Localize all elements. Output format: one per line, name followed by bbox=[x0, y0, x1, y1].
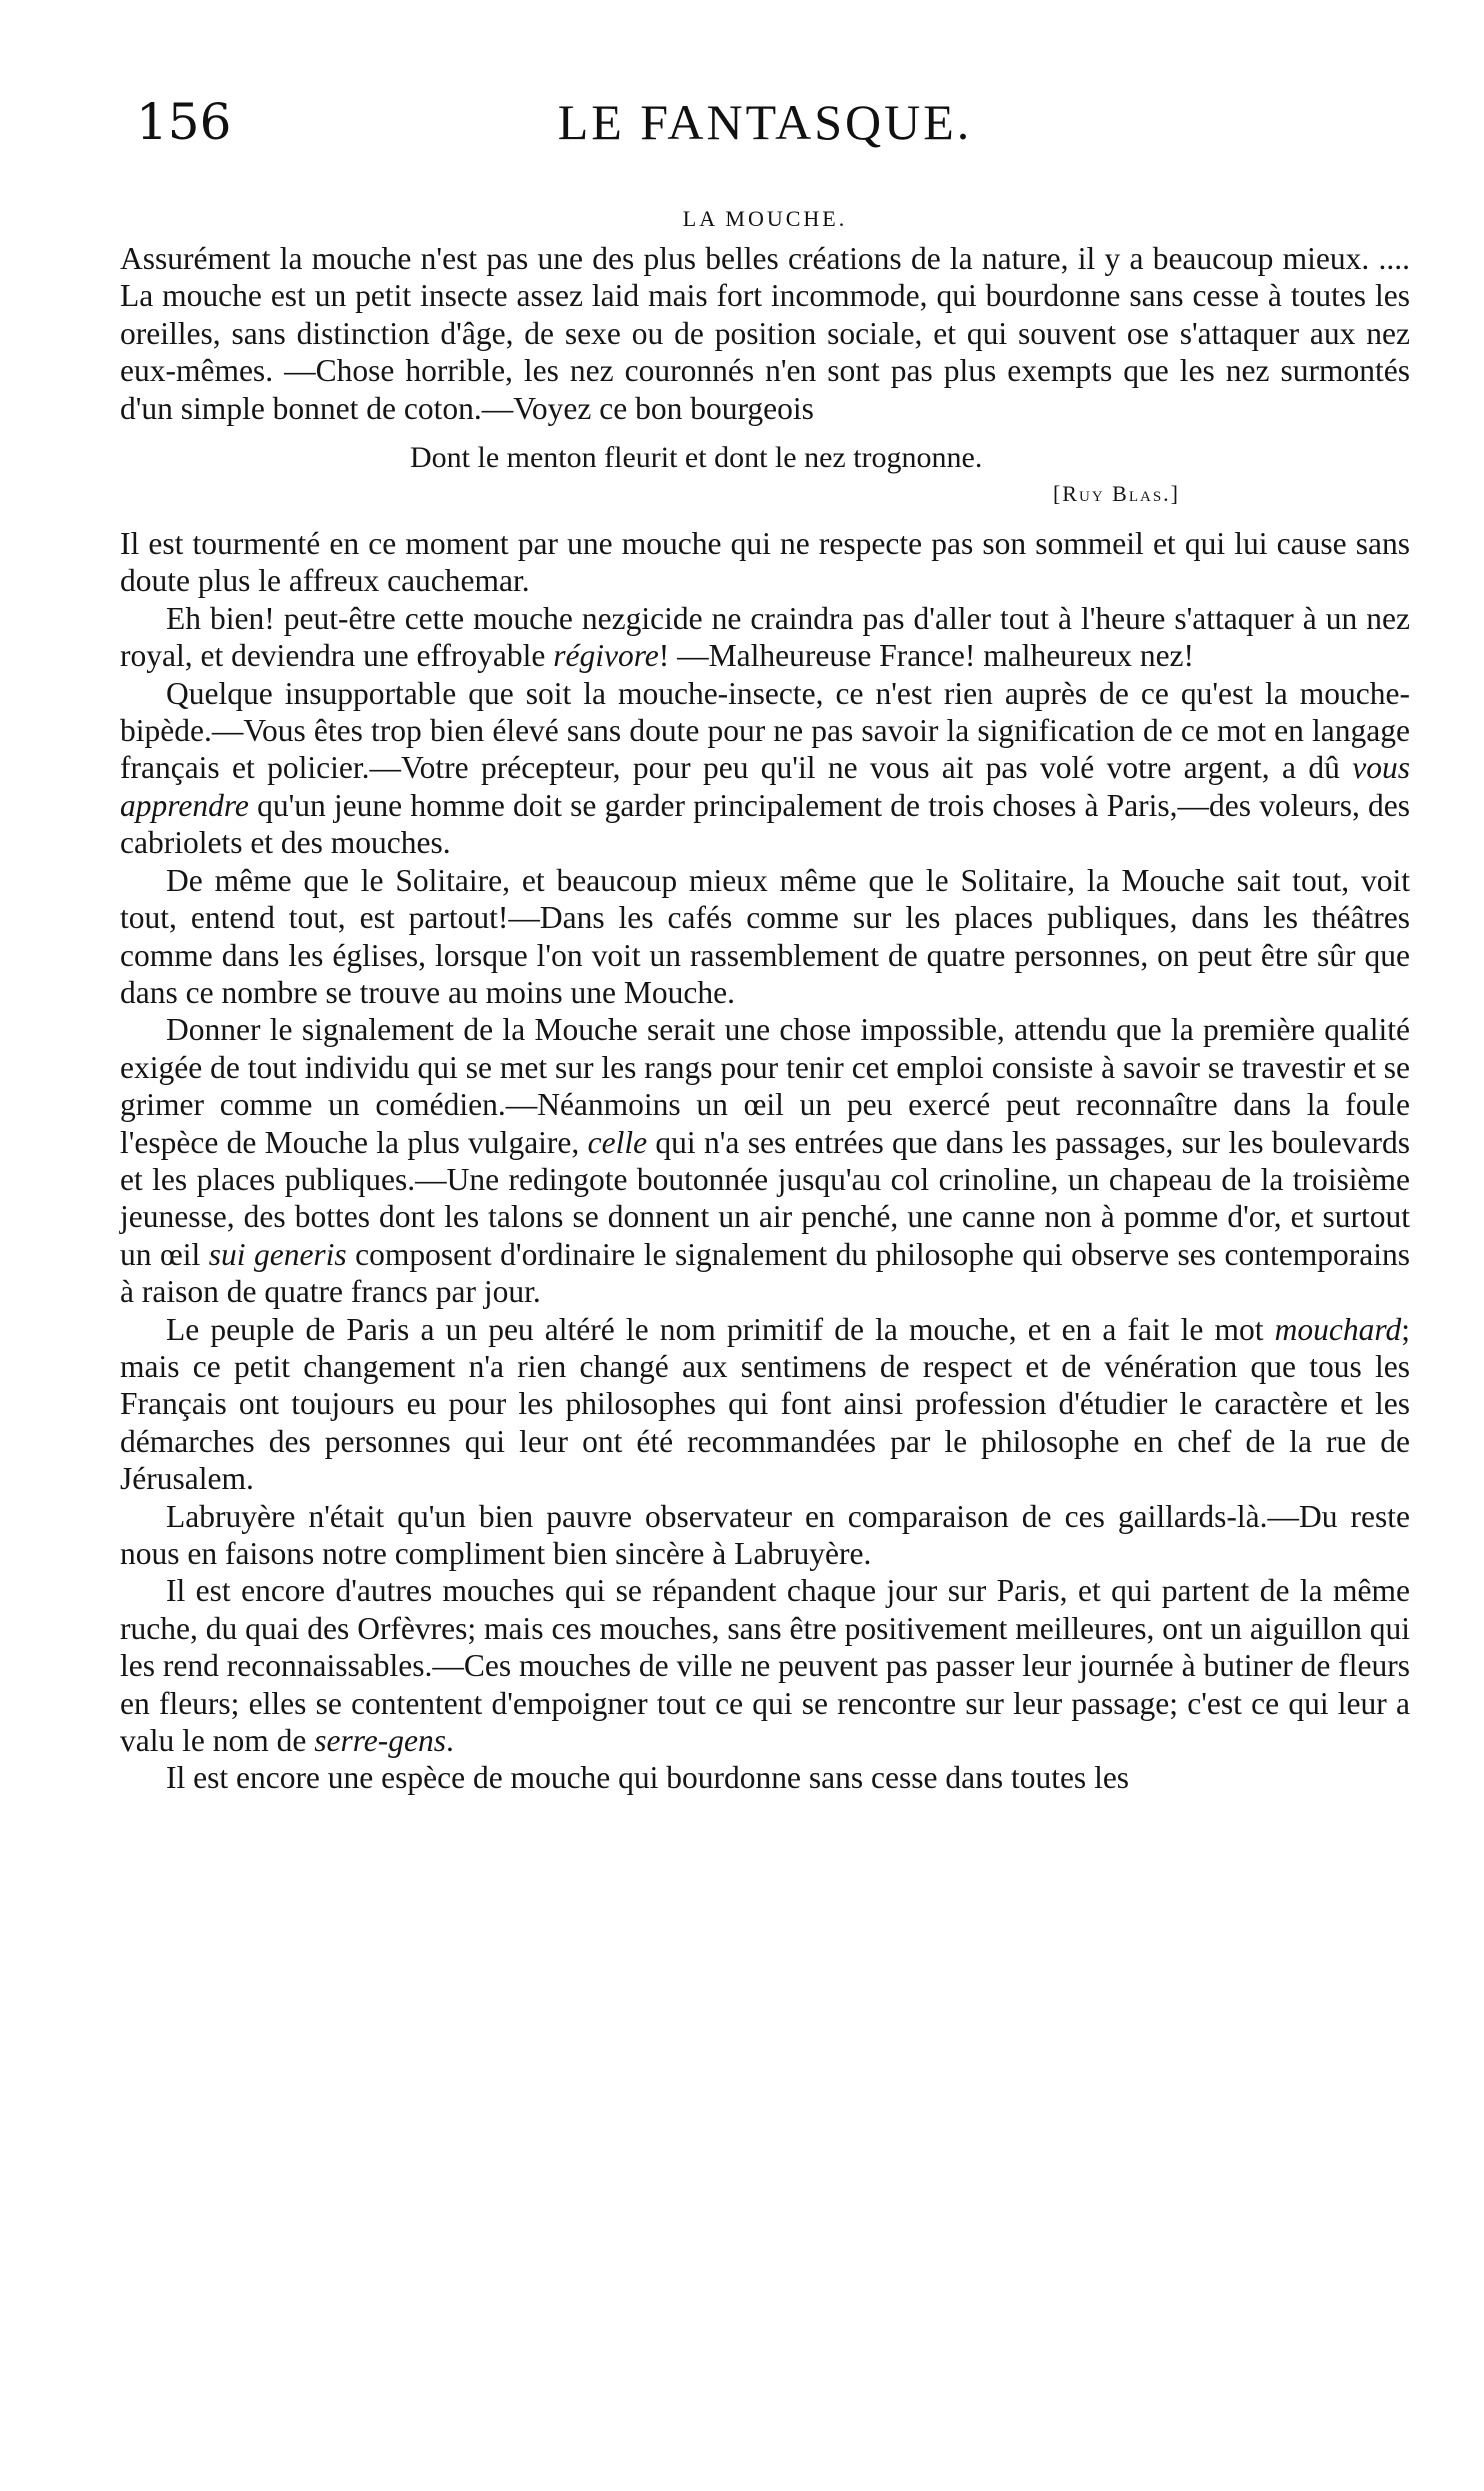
page-number: 156 bbox=[136, 93, 232, 151]
paragraph: Le peuple de Paris a un peu altéré le nom primitif de la mouche, et en a fait le mot mouchard; mais ce petit changement n'a rien changé aux sentimens de respect et de vénération que tous les Français ont toujours eu pour les philosophes qui font ainsi profession d'étudier le caractère et les démarches des personnes qui leur ont été recommandées par le philosophe en chef de la rue de Jérusalem. bbox=[120, 1311, 1410, 1497]
verse-quote: Dont le menton fleurit et dont le nez trognonne. bbox=[410, 441, 983, 475]
paragraph: Il est encore d'autres mouches qui se répandent chaque jour sur Paris, et qui partent de la même ruche, du quai des Orfèvres; mais ces mouches, sans être positivement meilleures, ont un aiguillon qui les rend reconnaissables.—Ces mouches de ville ne peuvent pas passer leur journée à butiner de fleurs en fleurs; elles se contentent d'empoigner tout ce qui se rencontre sur leur passage; c'est ce qui leur a valu le nom de serre-gens. bbox=[120, 1573, 1410, 1759]
article-body bbox=[120, 240, 1410, 1797]
paragraph: Eh bien! peut-être cette mouche nezgicide ne craindra pas d'aller tout à l'heure s'attaquer à un nez royal, et deviendra une effroyable régivore! —Malheureuse France! malheureux nez! bbox=[120, 600, 1410, 674]
paragraph: Il est tourmenté en ce moment par une mouche qui ne respecte pas son sommeil et qui lui cause sans doute plus le affreux cauchemar. bbox=[120, 526, 1410, 599]
italic-term: vous apprendre bbox=[120, 750, 1410, 823]
paragraph: Labruyère n'était qu'un bien pauvre observateur en comparaison de ces gaillards-là.—Du reste nous en faisons notre compliment bien sincère à Labruyère. bbox=[120, 1498, 1410, 1571]
italic-term: sui generis bbox=[208, 1236, 347, 1272]
italic-term: mouchard bbox=[1274, 1311, 1402, 1347]
quote-attribution: [Ruy Blas.] bbox=[1052, 481, 1180, 507]
paragraph: De même que le Solitaire, et beaucoup mieux même que le Solitaire, la Mouche sait tout, voit tout, entend tout, est partout!—Dans les cafés comme sur les places publiques, dans les théâtres comme dans les églises, lorsque l'on voit un rassemblement de quatre personnes, on peut être sûr que dans ce nombre se trouve au moins une Mouche. bbox=[120, 862, 1410, 1010]
article-title: LA MOUCHE. bbox=[682, 206, 848, 231]
paragraph: Donner le signalement de la Mouche serait une chose impossible, attendu que la première qualité exigée de tout individu qui se met sur les rangs pour tenir cet emploi consiste à savoir se travestir et se grimer comme un comédien.—Néanmoins un œil un peu exercé peut reconnaître dans la foule l'espèce de Mouche la plus vulgaire, celle qui n'a ses entrées que dans les passages, sur les boulevards et les places publiques.—Une redingote boutonnée jusqu'au col crinoline, un chapeau de la troisième jeunesse, des bottes dont les talons se donnent un air penché, une canne non à pomme d'or, et surtout un œil sui generis composent d'ordinaire le signalement du philosophe qui observe ses contemporains à raison de quatre francs par jour. bbox=[120, 1012, 1411, 1310]
paragraph: Il est encore une espèce de mouche qui bourdonne sans cesse dans toutes les bbox=[166, 1760, 1130, 1796]
paragraph: Quelque insupportable que soit la mouche-insecte, ce n'est rien auprès de ce qu'est la mouche-bipède.—Vous êtes trop bien élevé sans doute pour ne pas savoir la signification de ce mot en langage français et policier.—Votre précepteur, pour peu qu'il ne vous ait pas volé votre argent, a dû vous apprendre qu'un jeune homme doit se garder principalement de trois choses à Paris,—des voleurs, des cabriolets et des mouches. bbox=[120, 675, 1410, 861]
italic-term: celle bbox=[587, 1124, 648, 1160]
running-title: LE FANTASQUE. bbox=[557, 94, 973, 150]
italic-term: serre-gens bbox=[314, 1723, 447, 1759]
page-header bbox=[130, 92, 1400, 162]
paragraph: Assurément la mouche n'est pas une des plus belles créations de la nature, il y a beaucoup mieux. .... La mouche est un petit insecte assez laid mais fort incommode, qui bourdonne sans cesse à toutes les oreilles, sans distinction d'âge, de sexe ou de position sociale, et qui souvent ose s'attaquer aux nez eux-mêmes. —Chose horrible, les nez couronnés n'en sont pas plus exempts que les nez surmontés d'un simple bonnet de coton.—Voyez ce bon bourgeois bbox=[120, 241, 1410, 426]
italic-term: régivore bbox=[553, 638, 659, 674]
